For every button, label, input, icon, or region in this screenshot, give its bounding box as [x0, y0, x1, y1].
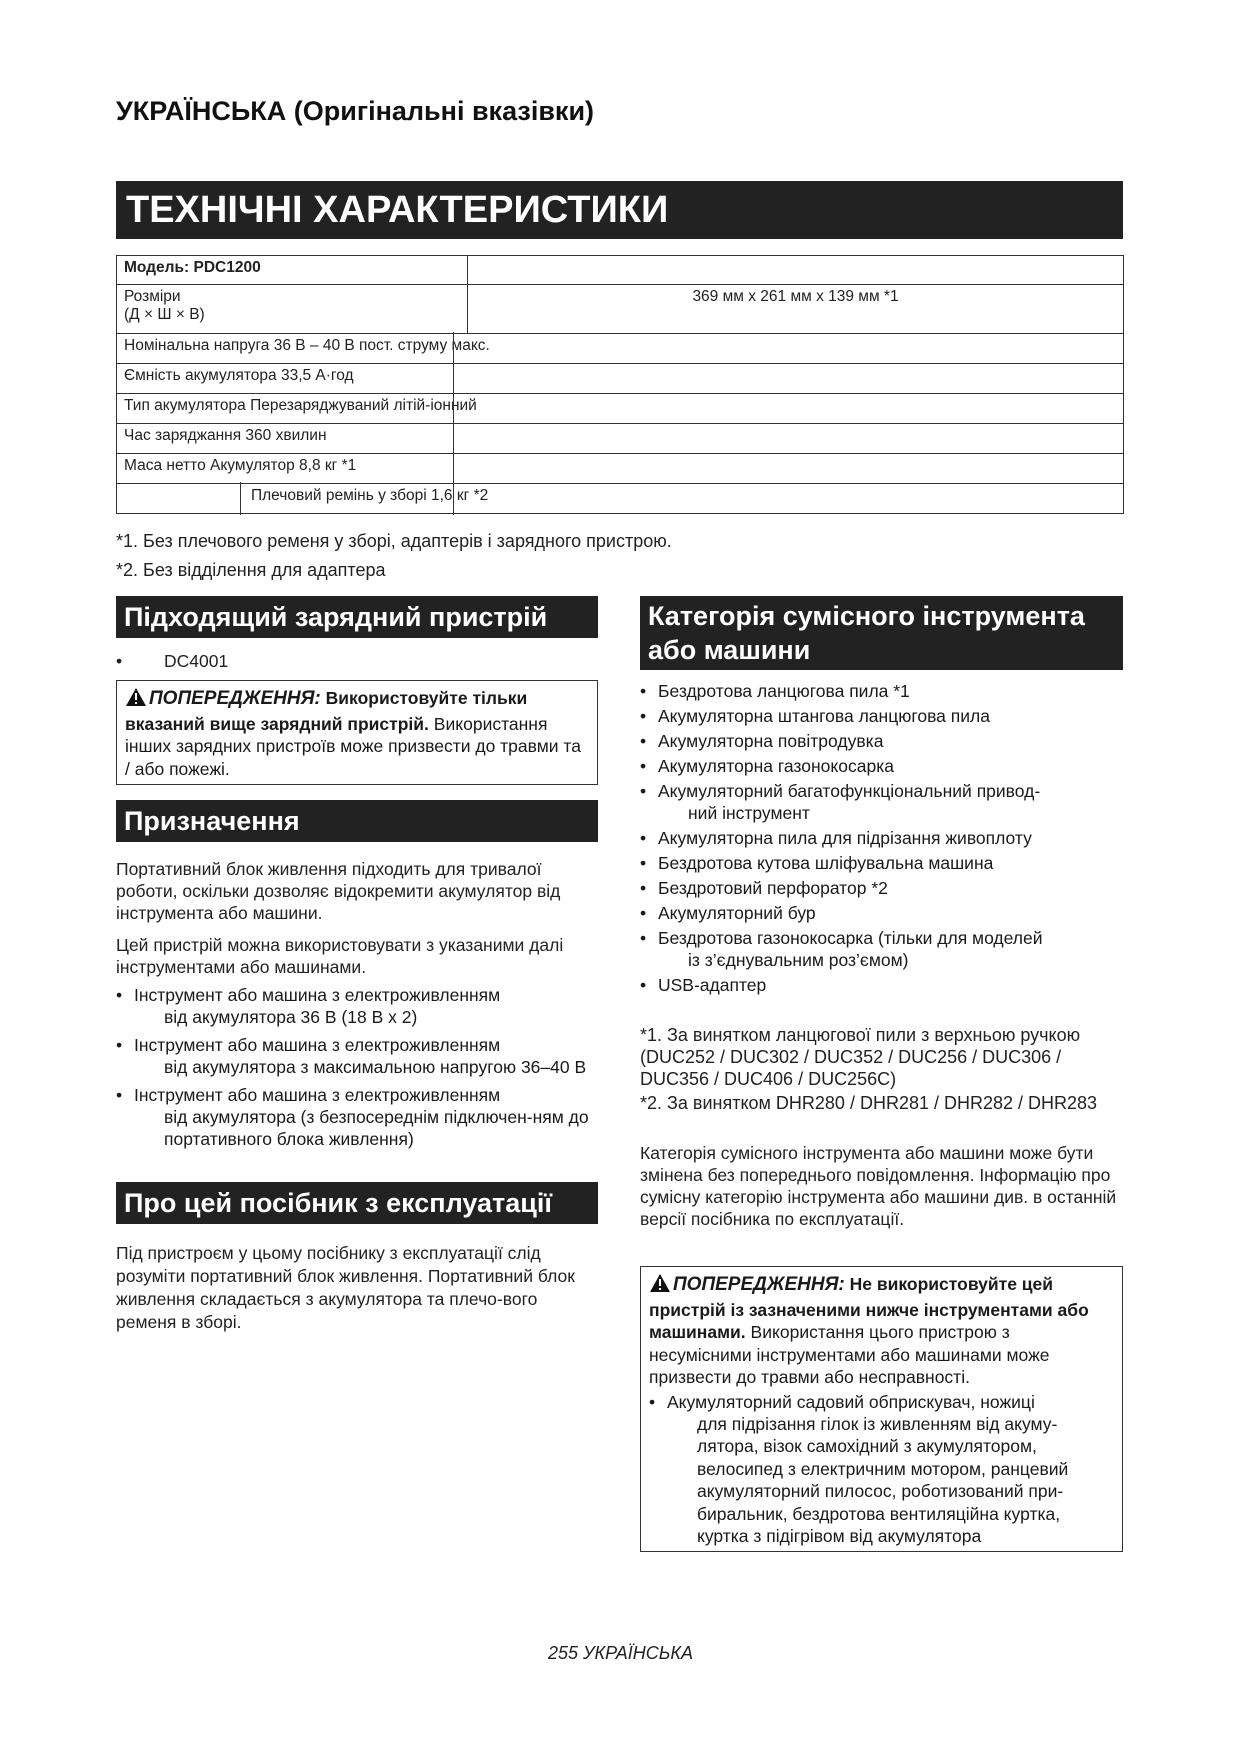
list-item-first: Акумуляторна пила для підрізання живоплоту	[658, 828, 1032, 848]
compat-title-line-2: або машини	[648, 635, 811, 665]
list-item	[640, 902, 1123, 924]
list-item-first: Інструмент або машина з електроживленням	[134, 1035, 501, 1055]
charging-time-text: Час заряджання 360 хвилин	[124, 427, 327, 444]
dimensions-sublabel: (Д × Ш × В)	[124, 306, 205, 323]
warning-text: Використання цього пристрою з несумісними інструментами або машинами може призвести до травми або несправності.	[649, 1322, 1050, 1387]
list-item-first: Акумуляторний бур	[658, 903, 816, 923]
purpose-paragraph-1: Портативний блок живлення підходить для тривалої роботи, оскільки дозволяє відокремити акумулятор від інструмента або машини.	[116, 859, 561, 923]
list-item-first: Акумуляторна газонокосарка	[658, 756, 894, 776]
capacity-text: Ємність акумулятора 33,5 А·год	[124, 367, 354, 384]
list-item-first: Інструмент або машина з електроживленням	[134, 1085, 501, 1105]
dimensions-label: Розміри	[124, 288, 181, 305]
warning-bold-text: Використовуйте тільки вказаний вище зарядний пристрій.	[125, 688, 528, 734]
list-item-rest: від акумулятора (з безпосереднім підключен-ням до портативного блока живлення)	[164, 1107, 589, 1149]
battery-type-cell	[117, 394, 1124, 424]
list-item	[116, 1034, 598, 1078]
purpose-section-heading: Призначення	[116, 800, 598, 842]
table-row	[117, 364, 1124, 394]
specifications-table	[116, 255, 1124, 514]
list-item	[640, 877, 1123, 899]
strap-mass-text: Плечовий ремінь у зборі 1,6 кг *2	[251, 487, 489, 504]
mass-text: Маса нетто Акумулятор 8,8 кг *1	[124, 457, 357, 474]
capacity-cell	[117, 364, 1124, 394]
column-divider	[453, 392, 454, 425]
list-item	[640, 927, 1123, 971]
list-item-first: Акумуляторний садовий обприскувач, ножиці	[667, 1391, 1035, 1412]
list-item-first: Акумуляторна штангова ланцюгова пила	[658, 706, 990, 726]
dimensions-label-cell	[117, 285, 468, 334]
compat-warning-box	[640, 1266, 1123, 1552]
list-item-first: USB-адаптер	[658, 975, 767, 995]
warning-label: ПОПЕРЕДЖЕННЯ:	[149, 688, 321, 709]
warning-text: Використання інших зарядних пристроїв може призвести до травми та / або пожежі.	[125, 713, 581, 779]
list-item	[116, 984, 598, 1028]
list-item-first: Інструмент або машина з електроживленням	[134, 985, 501, 1005]
voltage-text: Номінальна напруга 36 В – 40 В пост. струму макс.	[124, 337, 490, 354]
compat-title-line-1: Категорія сумісного інструмента	[648, 601, 1085, 631]
charger-section-heading: Підходящий зарядний пристрій	[116, 596, 598, 638]
list-item	[640, 974, 1123, 996]
list-item-rest: від акумулятора 36 В (18 В x 2)	[164, 1007, 418, 1027]
mass-merge-mask	[118, 486, 239, 489]
list-item	[116, 1084, 598, 1150]
battery-type-text: Тип акумулятора Перезаряджуваний літій-іонний	[124, 397, 477, 414]
footnote-1: *1. Без плечового ременя у зборі, адаптерів і зарядного пристрою.	[116, 531, 672, 551]
warning-label: ПОПЕРЕДЖЕННЯ:	[673, 1274, 845, 1295]
list-item-first: Бездротова кутова шліфувальна машина	[658, 853, 994, 873]
warning-list	[649, 1391, 1114, 1548]
column-divider	[453, 422, 454, 455]
list-item	[640, 780, 1123, 824]
strap-mass-cell	[117, 484, 1124, 514]
purpose-paragraph-2: Цей пристрій можна використовувати з указаними далі інструментами або машинами.	[116, 935, 564, 977]
list-item	[649, 1391, 1114, 1548]
table-row	[117, 285, 1124, 334]
language-title: УКРАЇНСЬКА (Оригінальні вказівки)	[116, 96, 595, 126]
model-label: Модель: PDC1200	[117, 256, 468, 285]
model-value-cell	[468, 256, 1124, 285]
charger-warning-box	[116, 680, 598, 785]
compat-section-heading	[640, 596, 1123, 670]
list-item-first: Бездротова ланцюгова пила *1	[658, 681, 910, 701]
list-item-rest: ний інструмент	[688, 803, 810, 823]
list-item	[640, 680, 1123, 702]
list-item-first: Акумуляторний багатофункціональний привод-	[658, 781, 1041, 801]
warning-triangle-icon	[125, 687, 147, 713]
table-row	[117, 424, 1124, 454]
compat-list	[640, 680, 1123, 996]
specifications-banner: ТЕХНІЧНІ ХАРАКТЕРИСТИКИ	[116, 181, 1123, 239]
mass-sub-divider	[240, 482, 241, 515]
charging-time-cell	[117, 424, 1124, 454]
voltage-cell	[117, 334, 1124, 364]
list-item-first: Бездротова газонокосарка (тільки для моделей	[658, 928, 1043, 948]
page-number: 255 УКРАЇНСЬКА	[547, 1643, 694, 1663]
list-item-first: Бездротовий перфоратор *2	[658, 878, 888, 898]
charger-model: DC4001	[164, 651, 229, 671]
mass-cell	[117, 454, 1124, 484]
charger-list-item	[116, 650, 598, 672]
compat-note-2: *2. За винятком DHR280 / DHR281 / DHR282 / DHR283	[640, 1093, 1098, 1113]
list-item	[640, 755, 1123, 777]
warning-bold-text: Не використовуйте цей пристрій із зазначеними нижче інструментами або машинами.	[649, 1274, 1089, 1342]
footnote-2: *2. Без відділення для адаптера	[116, 560, 386, 580]
table-row	[117, 256, 1124, 285]
list-item	[640, 705, 1123, 727]
column-divider	[453, 332, 454, 365]
list-item-rest: для підрізання гілок із живленням від акуму-лятора, візок самохідний з акумулятором, велосипед з електричним мотором, ранцевий акумуляторний пилосос, роботизований при-биральник, бездротова вентиляційна куртка, куртка з підігрівом від акумулятора	[697, 1413, 1069, 1546]
table-row	[117, 454, 1124, 484]
compat-change-paragraph: Категорія сумісного інструмента або машини може бути змінена без попереднього повідомлення. Інформацію про сумісну категорію інструмента або машини див. в останній версії посібника по експлуатації.	[640, 1143, 1117, 1229]
warning-triangle-icon	[649, 1273, 671, 1299]
column-divider	[453, 362, 454, 395]
list-item-rest: із з’єднувальним роз’ємом)	[688, 950, 909, 970]
table-row	[117, 394, 1124, 424]
list-item	[640, 827, 1123, 849]
manual-paragraph: Під пристроєм у цьому посібнику з експлуатації слід розуміти портативний блок живлення. Портативний блок живлення складається з акумулятора та плечо-вого ременя в зборі.	[116, 1243, 575, 1332]
table-row	[117, 334, 1124, 364]
column-divider	[453, 482, 454, 515]
table-row	[117, 484, 1124, 514]
purpose-list	[116, 984, 598, 1150]
bullet: •	[116, 651, 123, 671]
column-divider	[453, 452, 454, 485]
dimensions-value: 369 мм x 261 мм x 139 мм *1	[468, 285, 1124, 334]
list-item-first: Акумуляторна повітродувка	[658, 731, 884, 751]
manual-section-heading: Про цей посібник з експлуатації	[116, 1182, 598, 1224]
list-item	[640, 852, 1123, 874]
compat-note-1: *1. За винятком ланцюгової пили з верхньою ручкою (DUC252 / DUC302 / DUC352 / DUC256 / DUC306 / DUC356 / DUC406 / DUC256C)	[640, 1025, 1081, 1089]
list-item	[640, 730, 1123, 752]
list-item-rest: від акумулятора з максимальною напругою 36–40 В	[164, 1057, 587, 1077]
